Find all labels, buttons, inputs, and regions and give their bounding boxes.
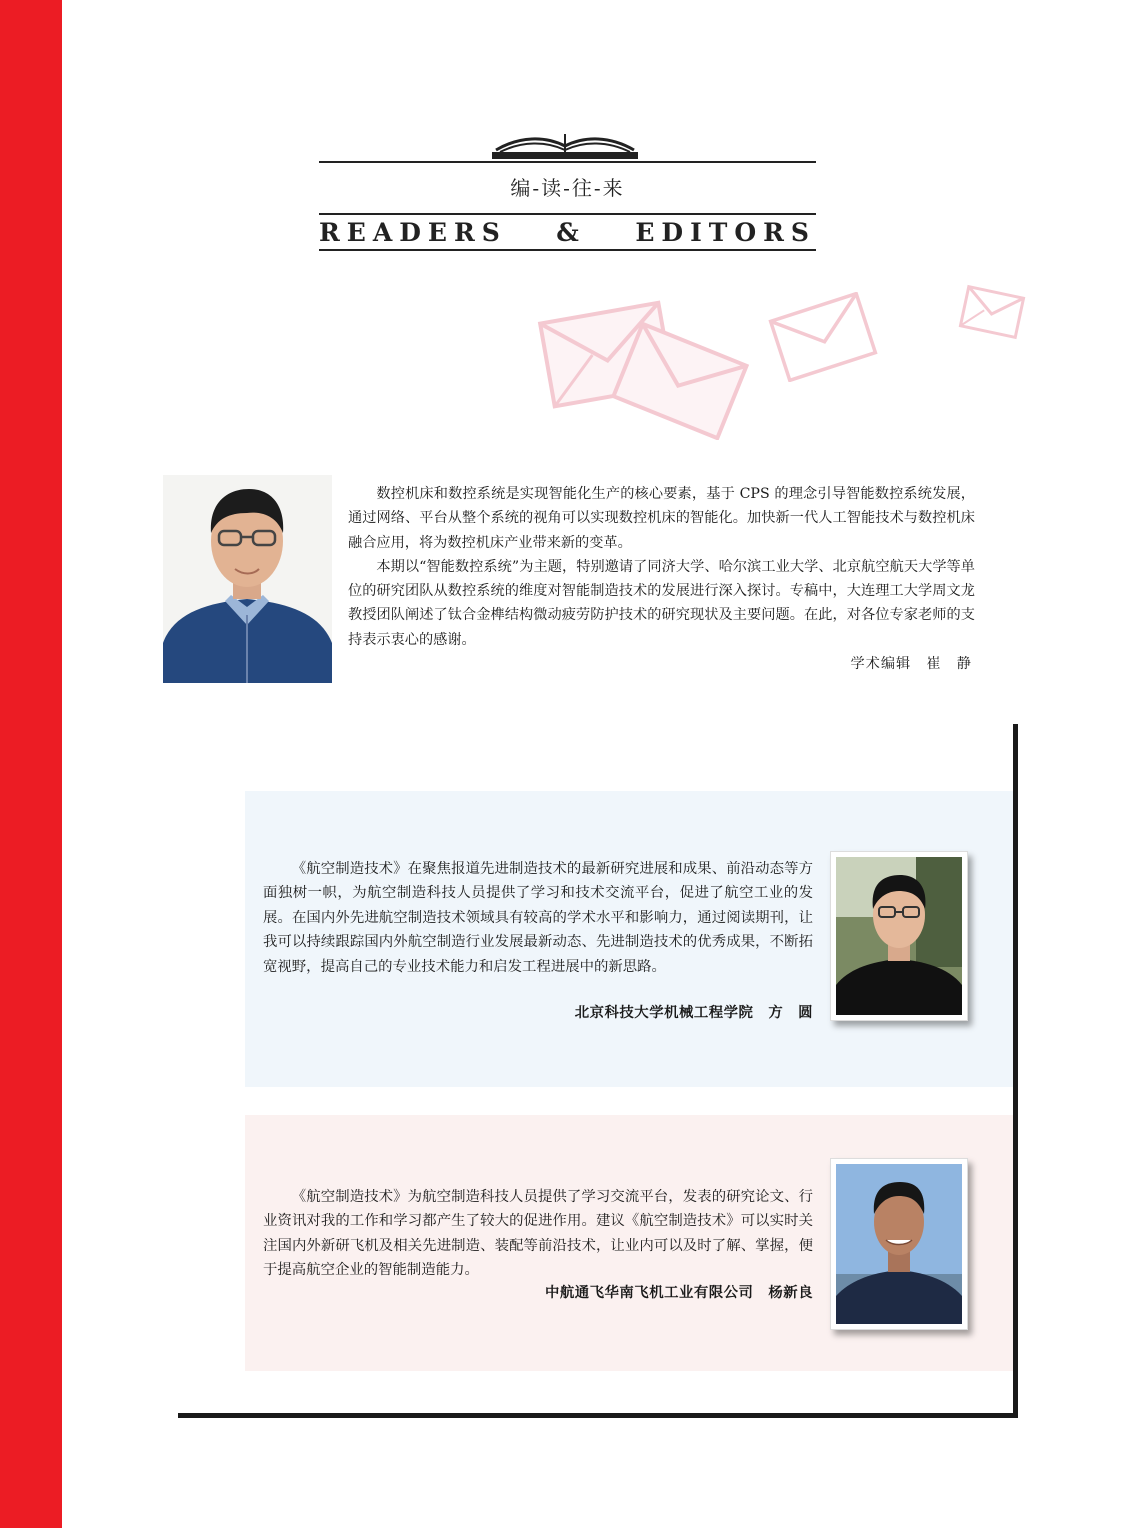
reader-2-paragraph: 《航空制造技术》为航空制造科技人员提供了学习交流平台，发表的研究论文、行业资讯对我的工作和学习都产生了较大的促进作用。建议《航空制造技术》可以实时关注国内外新研飞机及相关先进制造、装配等前沿技术，让业内可以及时了解、掌握，便于提高航空企业的智能制造能力。 xyxy=(263,1189,813,1279)
header-title-cn: 编-读-往-来 xyxy=(510,176,625,200)
header-title-en-amp: & xyxy=(556,218,586,247)
reader-1-portrait xyxy=(836,857,962,1015)
reader-card-2 xyxy=(245,1115,1013,1371)
header-title-en-readers: READERS xyxy=(319,218,507,247)
reader-1-signature: 北京科技大学机械工程学院 方 圆 xyxy=(574,1005,813,1021)
frame-horizontal-line xyxy=(178,1413,1018,1418)
header-rule-middle xyxy=(319,213,816,215)
red-side-bar xyxy=(0,0,62,1528)
reader-2-portrait xyxy=(836,1164,962,1324)
header-rule-top xyxy=(319,161,816,163)
reader-1-photo xyxy=(830,851,968,1021)
editor-paragraph-2: 本期以“智能数控系统”为主题，特别邀请了同济大学、哈尔滨工业大学、北京航空航天大学等单位的研究团队从数控系统的维度对智能制造技术的发展进行深入探讨。专稿中，大连理工大学周文龙教授团队阐述了钛合金榫结构微动疲劳防护技术的研究现状及主要问题。在此，对各位专家老师的支持表示衷心的感谢。 xyxy=(348,558,975,648)
reader-card-1 xyxy=(245,791,1013,1087)
header-title-en xyxy=(319,218,816,247)
frame-vertical-line xyxy=(1013,724,1018,1418)
open-book-icon xyxy=(490,128,640,160)
editor-paragraph-1: 数控机床和数控系统是实现智能化生产的核心要素，基于 CPS 的理念引导智能数控系统发展，通过网络、平台从整个系统的视角可以实现数控机床的智能化。加快新一代人工智能技术与数控机床融合应用，将为数控机床产业带来新的变革。 xyxy=(348,486,975,551)
reader-2-photo xyxy=(830,1158,968,1330)
reader-card-1-text xyxy=(263,857,813,979)
envelope-icon xyxy=(768,292,878,382)
editor-photo xyxy=(163,475,332,683)
envelope-icon xyxy=(610,322,750,440)
header-title-en-editors: EDITORS xyxy=(635,218,816,247)
header-rule-bottom xyxy=(319,249,816,251)
envelope-icon xyxy=(958,284,1026,340)
editor-note xyxy=(348,482,975,652)
reader-card-2-text xyxy=(263,1185,813,1283)
editor-signature: 学术编辑 崔 静 xyxy=(850,656,972,672)
reader-1-paragraph: 《航空制造技术》在聚焦报道先进制造技术的最新研究进展和成果、前沿动态等方面独树一帜，为航空制造科技人员提供了学习和技术交流平台，促进了航空工业的发展。在国内外先进航空制造技术领域具有较高的学术水平和影响力，通过阅读期刊，让我可以持续跟踪国内外航空制造行业发展最新动态、先进制造技术的优秀成果，不断拓宽视野，提高自己的专业技术能力和启发工程进展中的新思路。 xyxy=(263,861,813,975)
reader-2-signature: 中航通飞华南飞机工业有限公司 杨新良 xyxy=(544,1285,813,1301)
